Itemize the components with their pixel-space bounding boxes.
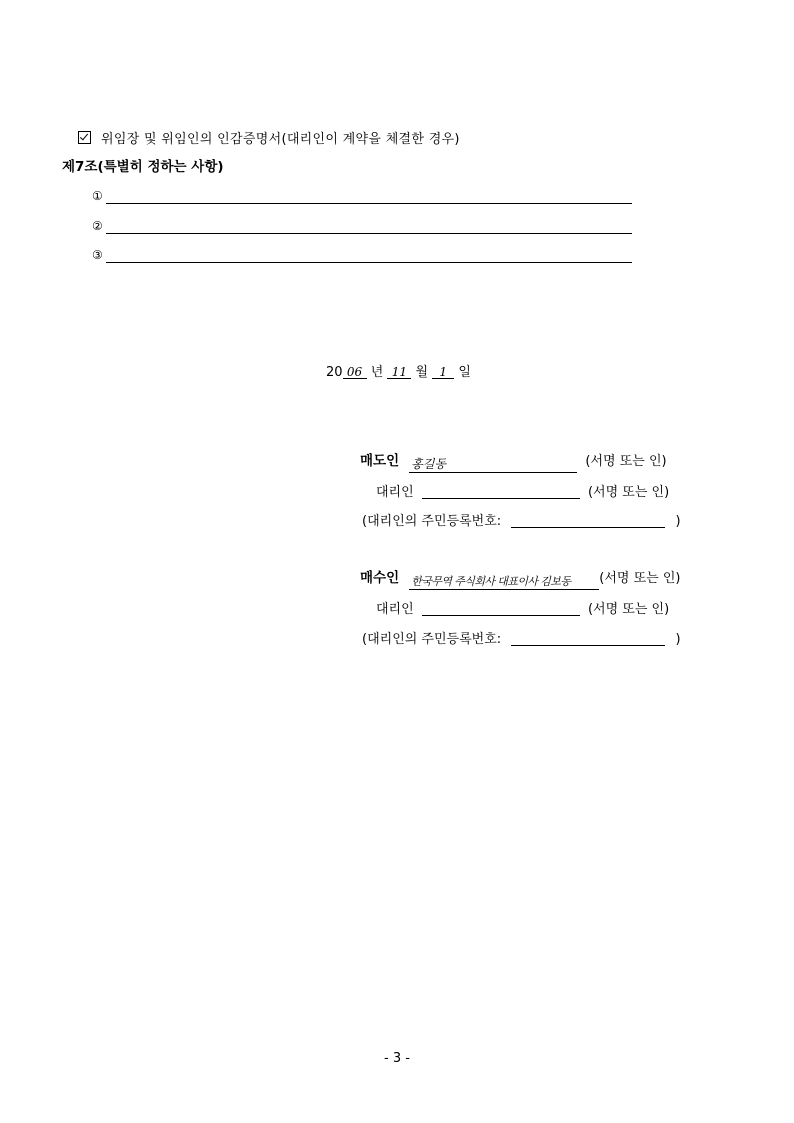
month-unit: 월 <box>415 365 429 380</box>
year-field[interactable]: 06 <box>343 366 367 379</box>
article-7-title: 제7조(특별히 정하는 사항) <box>62 159 224 175</box>
seller-label: 매도인 <box>360 453 400 469</box>
special-term-blank-3[interactable] <box>106 262 632 263</box>
seller-agent-id-field[interactable] <box>511 513 665 528</box>
seller-name: 홍길동 <box>411 457 447 471</box>
year-prefix: 20 <box>326 365 343 380</box>
item-number: ③ <box>92 248 103 262</box>
seller-agent-label: 대리인 <box>376 485 414 500</box>
seller-signature-row <box>360 455 667 473</box>
buyer-agent-id-close: ) <box>675 632 681 647</box>
buyer-label: 매수인 <box>360 570 400 586</box>
special-term-blank-2[interactable] <box>106 233 632 234</box>
checked-checkbox[interactable] <box>78 131 91 144</box>
checklist-item <box>78 131 460 146</box>
item-number: ① <box>92 189 103 203</box>
seller-sign-suffix: (서명 또는 인) <box>585 454 667 469</box>
buyer-agent-id-label: (대리인의 주민등록번호: <box>362 632 502 647</box>
buyer-signature-row <box>360 572 680 590</box>
checklist-item-label: 위임장 및 위임인의 인감증명서(대리인이 계약을 체결한 경우) <box>101 132 460 147</box>
buyer-name-field[interactable] <box>409 575 599 590</box>
buyer-agent-id-row <box>362 631 681 646</box>
contract-date <box>326 366 471 379</box>
buyer-agent-field[interactable] <box>422 601 580 616</box>
buyer-agent-label: 대리인 <box>376 602 414 617</box>
seller-agent-id-close: ) <box>675 514 681 529</box>
page-number: - 3 - <box>384 1051 410 1066</box>
buyer-name: 한국무역 주식회사 대표이사 김보동 <box>411 575 571 588</box>
day-field[interactable]: 1 <box>432 366 454 379</box>
month-field[interactable]: 11 <box>387 366 411 379</box>
seller-agent-id-label: (대리인의 주민등록번호: <box>362 514 502 529</box>
buyer-agent-row <box>376 601 669 616</box>
year-unit: 년 <box>370 365 384 380</box>
seller-name-field[interactable] <box>409 458 577 473</box>
seller-agent-row <box>376 484 669 499</box>
buyer-agent-suffix: (서명 또는 인) <box>587 602 670 617</box>
seller-agent-suffix: (서명 또는 인) <box>587 485 670 500</box>
item-number: ② <box>92 219 103 233</box>
day-unit: 일 <box>458 365 471 380</box>
seller-agent-field[interactable] <box>422 484 580 499</box>
special-term-blank-1[interactable] <box>106 203 632 204</box>
buyer-sign-suffix: (서명 또는 인) <box>599 571 681 586</box>
seller-agent-id-row <box>362 513 681 528</box>
buyer-agent-id-field[interactable] <box>511 631 665 646</box>
